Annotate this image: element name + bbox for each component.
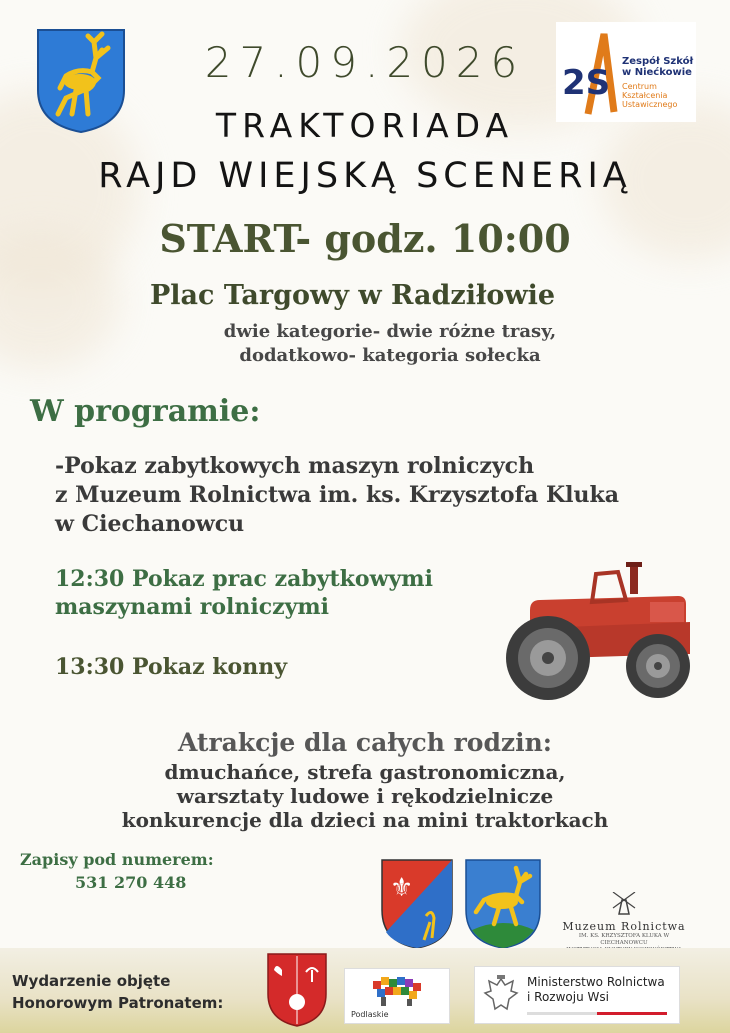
- polish-eagle-icon: [481, 973, 521, 1017]
- bison-mosaic-icon: [371, 973, 427, 1007]
- start-time: START- godz. 10:00: [159, 216, 571, 261]
- event-place: Plac Targowy w Radziłowie: [150, 280, 556, 311]
- signup-info: Zapisy pod numerem: 531 270 448: [20, 850, 214, 892]
- county-coat-of-arms-icon: [380, 858, 454, 950]
- event-subtitle: RAJD WIEJSKĄ SCENERIĄ: [98, 156, 632, 196]
- categories-info: dwie kategorie- dwie różne trasy, dodatkowo- kategoria sołecka: [223, 321, 557, 366]
- tractor-illustration-icon: [500, 562, 700, 702]
- program-item-exhibition: -Pokaz zabytkowych maszyn rolniczych z Muzeum Rolnictwa im. ks. Krzysztofa Kluka w Ciechanowcu: [55, 453, 619, 537]
- school-subtitle: Centrum Kształcenia Ustawicznego: [622, 82, 678, 109]
- attractions-list: dmuchańce, strefa gastronomiczna, warsztaty ludowe i rękodzielnicze konkurencje dla dzieci na mini traktorkach: [121, 760, 609, 832]
- museum-name: Muzeum Rolnictwa: [562, 920, 686, 933]
- patronage-label: Wydarzenie objęte Honorowym Patronatem:: [12, 972, 224, 1012]
- podlaskie-label: Podlaskie: [351, 1010, 389, 1019]
- svg-text:2S: 2S: [562, 63, 611, 103]
- signup-phone-number: 531 270 448: [75, 873, 187, 892]
- event-title: TRAKTORIADA: [215, 106, 515, 145]
- museum-subtitle: IM. KS. KRZYSZTOFA KLUKA W CIECHANOWCU: [578, 933, 670, 946]
- program-heading: W programie:: [30, 394, 261, 429]
- podlaskie-logo: [344, 968, 450, 1024]
- event-date: 27.09.2026: [204, 38, 526, 87]
- ministry-logo: [474, 966, 680, 1024]
- program-item-horse-show: 13:30 Pokaz konny: [55, 654, 287, 680]
- ministry-name: Ministerstwo Rolnictwa i Rozwoju Wsi: [527, 975, 665, 1004]
- attractions-heading: Atrakcje dla całych rodzin:: [177, 728, 553, 757]
- windmill-icon: [609, 892, 639, 916]
- svg-text:⚜: ⚜: [390, 873, 414, 903]
- program-item-machines-show: 12:30 Pokaz prac zabytkowymi maszynami rolniczymi: [55, 566, 433, 620]
- school-name: Zespół Szkół w Niećkowie: [622, 56, 694, 78]
- municipality-coat-of-arms-icon: [464, 858, 542, 950]
- ministry-flag-bar: [527, 1012, 667, 1015]
- podlaskie-voivodeship-coat-of-arms-icon: [266, 952, 328, 1028]
